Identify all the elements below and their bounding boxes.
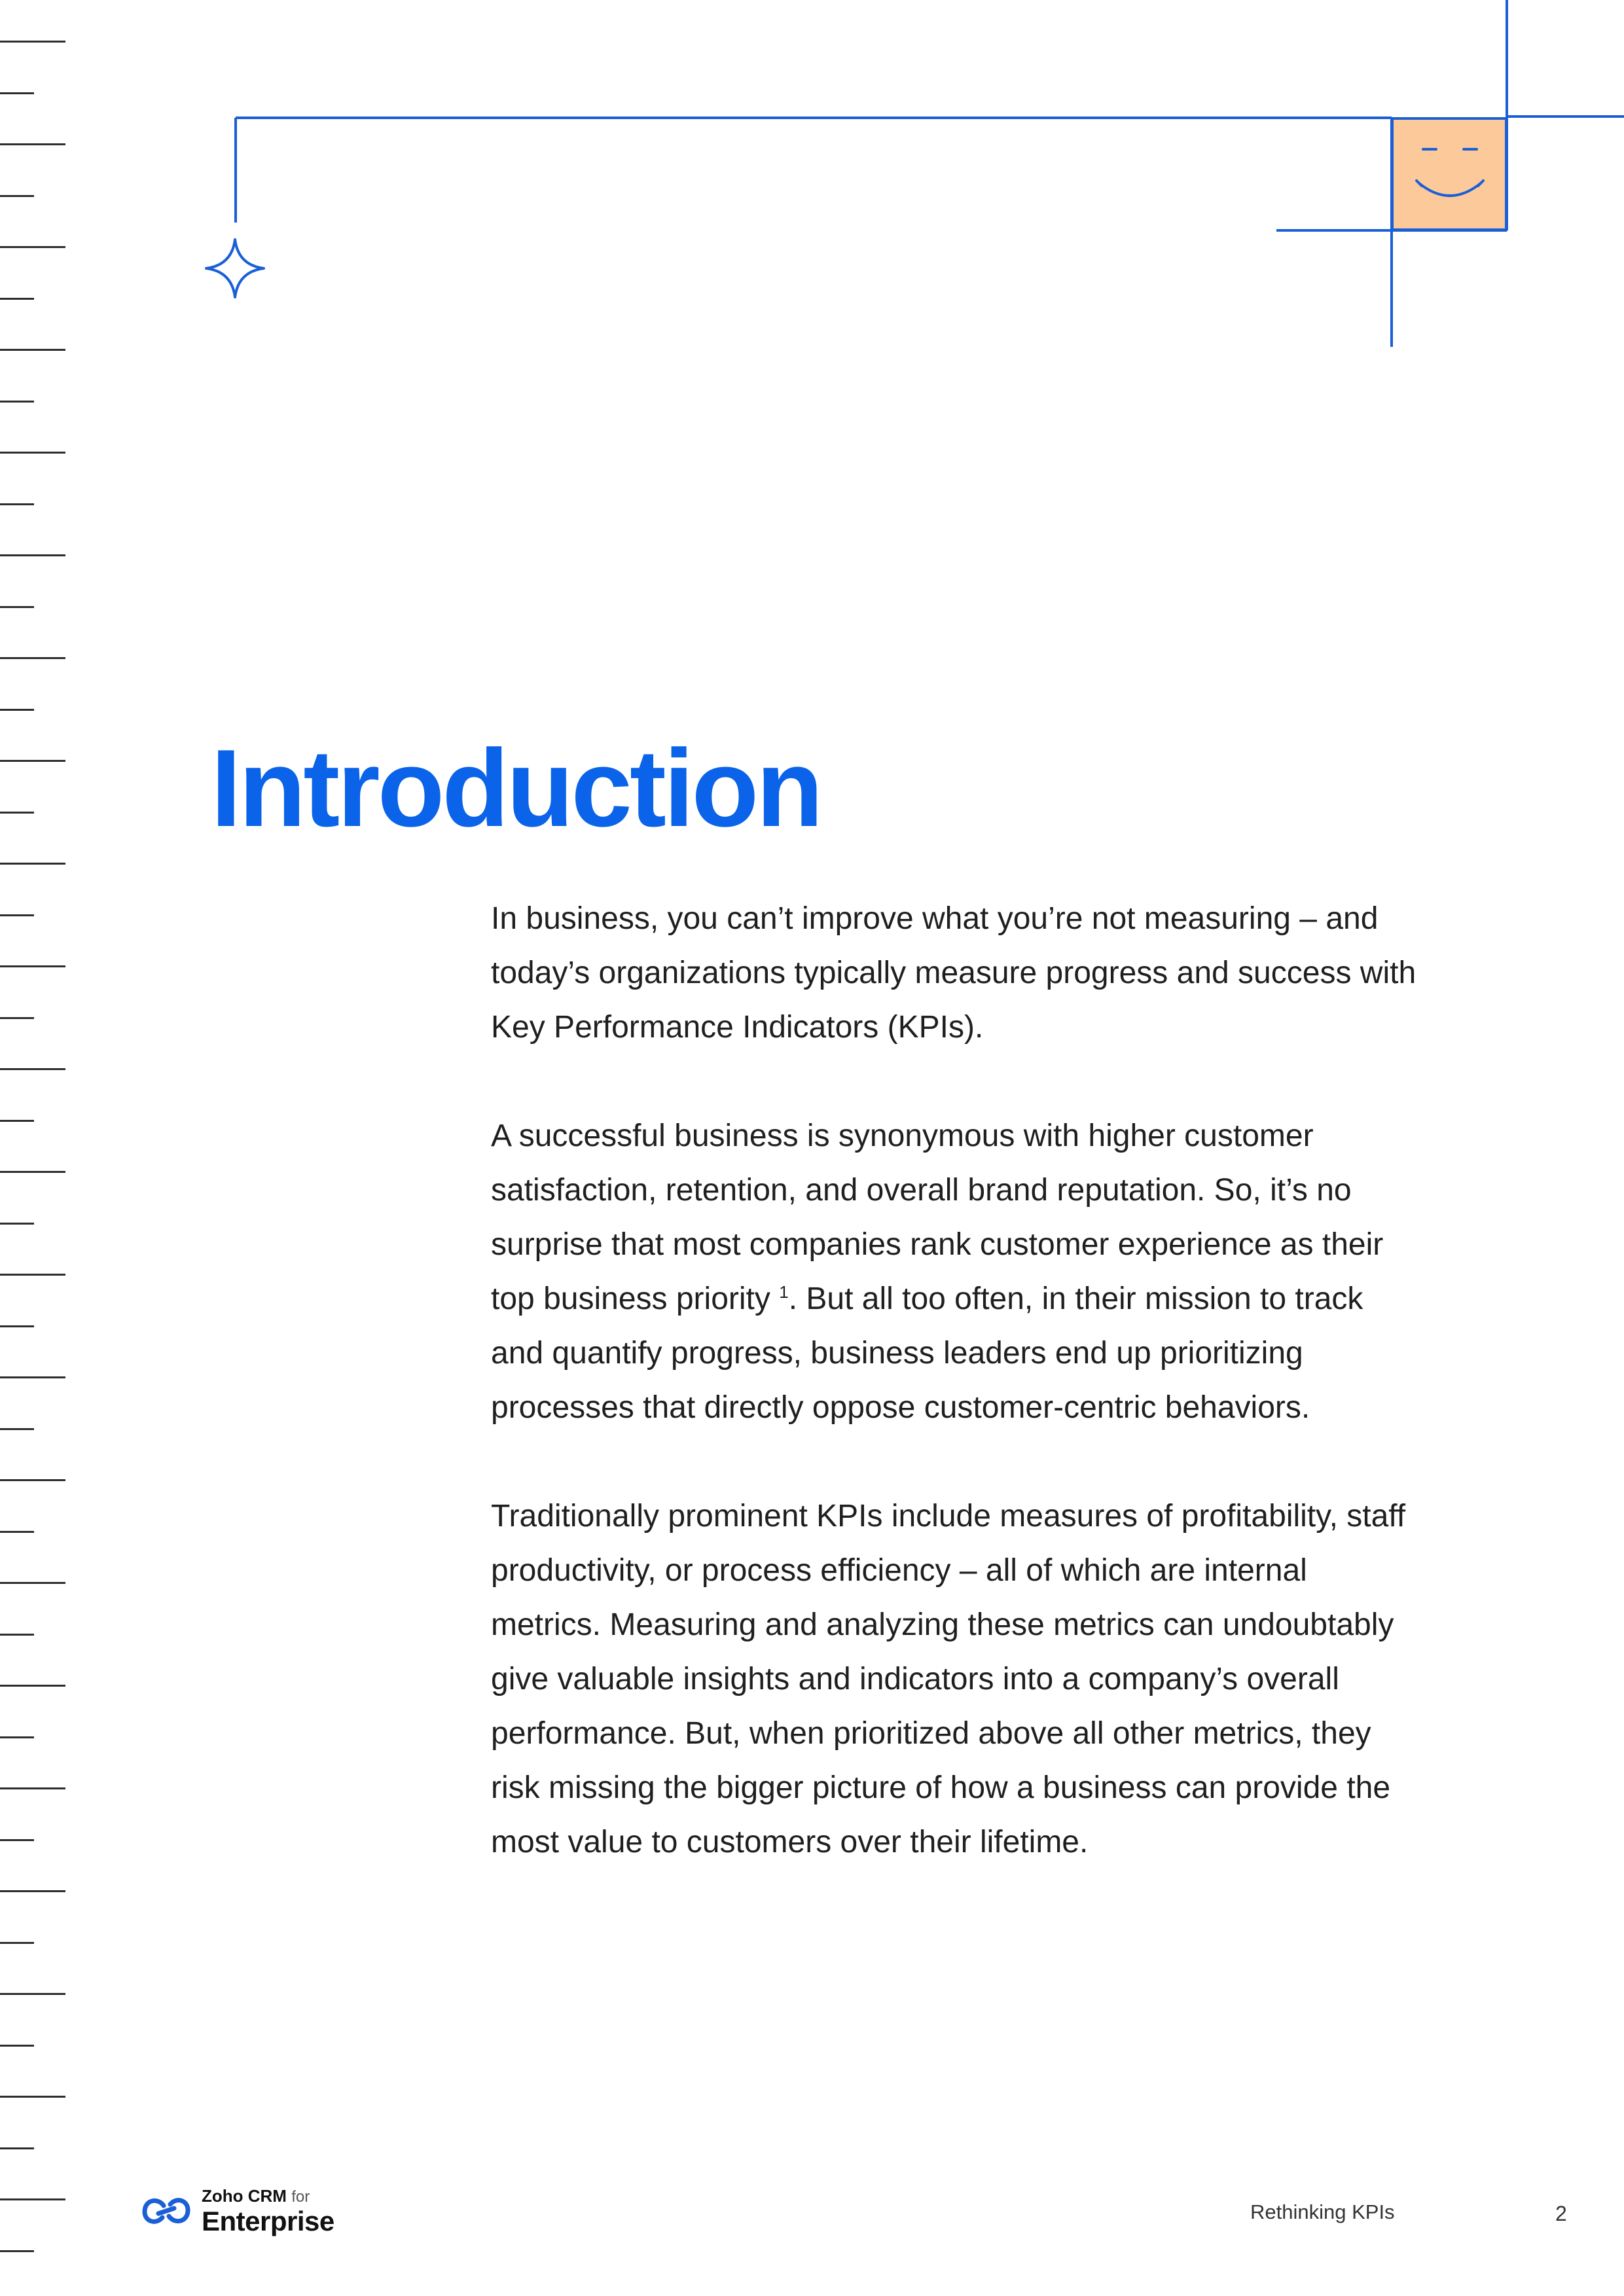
ruler-tick	[0, 1223, 34, 1225]
ruler-tick	[0, 1839, 34, 1841]
paragraph-2-text: A successful business is synonymous with higher customer satisfaction, retention, and overall brand reputation. So, it’s no surprise that most companies rank customer experience as their top business priority	[491, 1119, 1384, 1316]
ruler-tick	[0, 1685, 65, 1687]
ruler-tick	[0, 2147, 34, 2149]
ruler-tick	[0, 2250, 34, 2252]
ruler-tick	[0, 452, 65, 454]
ruler-tick	[0, 1017, 34, 1019]
brand-logo	[139, 2185, 334, 2237]
ruler-tick	[0, 657, 65, 659]
ruler-tick	[0, 1787, 65, 1789]
header-decoration	[0, 0, 1624, 367]
ruler-tick	[0, 760, 65, 762]
ruler-tick	[0, 2096, 65, 2098]
ruler-tick	[0, 2198, 65, 2200]
ruler-tick	[0, 863, 65, 865]
ruler-tick	[0, 1325, 34, 1327]
zoho-logo-icon	[139, 2191, 194, 2231]
ruler-tick	[0, 1890, 65, 1892]
ruler-tick	[0, 1582, 65, 1584]
ruler-tick	[0, 1428, 34, 1430]
ruler-tick	[0, 1479, 65, 1481]
ruler-tick	[0, 1068, 65, 1070]
ruler-tick	[0, 709, 34, 711]
smiley-icon	[1392, 118, 1506, 230]
ruler-tick	[0, 1274, 65, 1276]
ruler-tick	[0, 1171, 65, 1173]
ruler-tick	[0, 914, 34, 916]
ruler-tick	[0, 1736, 34, 1738]
ruler-tick	[0, 1376, 65, 1378]
body-text	[491, 891, 1420, 1869]
paragraph-2-text-cont: . But all too often, in their mission to track and quantify progress, business leaders end up prioritizing processes that directly oppose customer-centric behaviors.	[491, 1282, 1363, 1425]
paragraph-2	[491, 1109, 1420, 1435]
ruler-tick	[0, 1120, 34, 1122]
ruler-tick	[0, 503, 34, 505]
footnote-marker[interactable]: 1	[779, 1282, 789, 1302]
brand-edition: Enterprise	[202, 2205, 334, 2236]
brand-name: Zoho CRM	[202, 2185, 287, 2206]
page-number: 2	[1555, 2202, 1567, 2225]
ruler-tick	[0, 1634, 34, 1636]
sparkle-icon	[206, 240, 264, 297]
paragraph-3: Traditionally prominent KPIs include measures of profitability, staff productivity, or process efficiency – all of which are internal metrics. Measuring and analyzing these metrics can undoubtably give valuable insights and indicators into a company’s overall performance. But, when prioritized above all other metrics, they risk missing the bigger picture of how a business can provide the most value to customers over their lifetime.	[491, 1499, 1406, 1859]
ruler-tick	[0, 2045, 34, 2047]
page-title: Introduction	[211, 726, 821, 850]
ruler-tick	[0, 554, 65, 556]
ruler-tick	[0, 812, 34, 814]
brand-for: for	[291, 2187, 310, 2206]
ruler-tick	[0, 1993, 65, 1995]
ruler-tick	[0, 1531, 34, 1533]
ruler-tick	[0, 606, 34, 608]
ruler-tick	[0, 965, 65, 967]
ruler-tick	[0, 401, 34, 403]
ruler-tick	[0, 1942, 34, 1944]
document-title: Rethinking KPIs	[1250, 2200, 1395, 2223]
paragraph-1: In business, you can’t improve what you’re not measuring – and today’s organizations typically measure progress and success with Key Performance Indicators (KPIs).	[491, 901, 1416, 1045]
